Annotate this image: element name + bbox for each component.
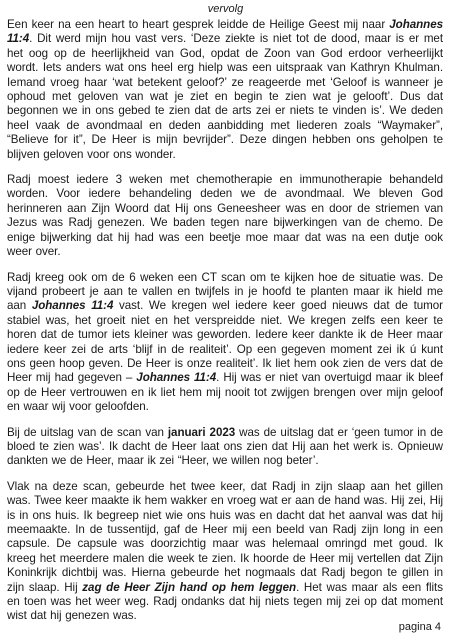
- body-text: [7, 18, 443, 624]
- page-header: [0, 2, 451, 16]
- text-run: was de uitslag dat er ‘geen tumor in de bloed te zien was’. Ik dacht de Heer laat ons zien dat Hij aan het werk is. Opnieuw dankten we de Heer, maar ik zei “Heer, we willen nog beter’.: [7, 425, 443, 468]
- paragraph-5: [7, 480, 443, 624]
- text-run: Vlak na deze scan, gebeurde het twee keer, dat Radj in zijn slaap aan het gillen was. Twee keer maakte ik hem wakker en vroeg wat er aan de hand was. Hij zei, Hij is in ons huis. Ik begreep niet wie ons huis was en dacht dat het aanval was dat hij meemaakte. In de tussentijd, gaf de Heer mij een beeld van Radj zijn long in een capsule. De capsule was doorzichtig maar was helemaal omringd met goud. Ik kreeg het meerdere malen die week te zien. Ik hoorde de Heer mij vertellen dat Zijn Koninkrijk dichtbij was. Hierna gebeurde het nogmaals dat Radj begon te gillen in zijn slaap. Hij: [7, 479, 443, 594]
- page-number: pagina 4: [398, 621, 441, 633]
- paragraph-4: [7, 426, 443, 469]
- emphasis-run: Johannes 11:4: [7, 18, 443, 46]
- text-run: Radj moest iedere 3 weken met chemotherapie en immunotherapie behandeld worden. Voor iedere behandeling deden we de avondmaal. We bleven God herinneren aan Zijn Woord dat Hij ons Geneesheer was en door de striemen van Jezus was Radj genezen. We baden tegen nare bijwerkingen van de chemo. De enige bijwerking dat hij had was een beetje moe maar dat was na een dutje ook weer over.: [7, 173, 443, 259]
- emphasis-run: zag de Heer Zijn hand op hem leggen: [82, 580, 297, 594]
- emphasis-run: Johannes 11:4: [31, 299, 114, 313]
- text-run: . Het was maar als een flits en toen was het weer weg. Radj ondanks dat hij niets tegen mij zei op dat moment wist dat hij genezen was.: [7, 580, 443, 623]
- page-footer: [399, 620, 441, 634]
- text-run: Bij de uitslag van de scan van: [7, 425, 168, 439]
- emphasis-run: Johannes 11:4: [136, 371, 217, 385]
- paragraph-2: [7, 173, 443, 259]
- text-run: Radj kreeg ook om de 6 weken een CT scan om te kijken hoe de situatie was. De vijand probeert je aan te vallen en twijfels in je hoofd te planten maar ik hield me aan: [7, 270, 443, 313]
- text-run: vast. We kregen wel iedere keer goed nieuws dat de tumor stabiel was, het groeit niet en het verspreidde niet. We kregen zelfs een keer te horen dat de tumor iets kleiner was geworden. Iedere keer dankte ik de Heer maar iedere keer zei de arts ‘blijf in de realiteit’. Op een gegeven moment zei ik ú kunt ons geen hoop geven. De Heer is onze realiteit’. Ik liet hem ook zien de vers dat de Heer mij had gegeven –: [7, 299, 443, 385]
- text-run: Een keer na een heart to heart gesprek leidde de Heilige Geest mij naar: [7, 18, 390, 31]
- text-run: . Dit werd mijn hou vast vers. ‘Deze ziekte is niet tot de dood, maar is er met het oog op de heerlijkheid van God, opdat de Zoon van God erdoor verheerlijkt wordt. Iets anders wat ons heel erg hielp was een uitspraak van Kathryn Khulman. Iemand vroeg haar ‘wat betekent geloof?’ ze reageerde met ‘Geloof is wanneer je ophoud met geloven van wat je ziet en begin te zien wat je gelooft’. Dus dat begonnen we in ons gebed te zien dat de arts zei er niets te vinden is’. We deden heel vaak de avondmaal en deden aanbidding met liederen zoals “Waymaker”, “Believe for it”, De Heer is mijn bevrijder”. Deze dingen hebben ons geholpen te blijven geloven voor ons wonder.: [7, 32, 443, 161]
- paragraph-1: [7, 18, 443, 162]
- paragraph-3: [7, 271, 443, 415]
- text-run: . Hij was er niet van overtuigd maar ik bleef op de Heer vertrouwen en ik liet hem mij nooit tot zwijgen brengen over mijn geloof en waar wij voor geloofden.: [7, 371, 443, 414]
- emphasis-run: januari 2023: [167, 425, 236, 439]
- header-title: vervolg: [207, 3, 244, 15]
